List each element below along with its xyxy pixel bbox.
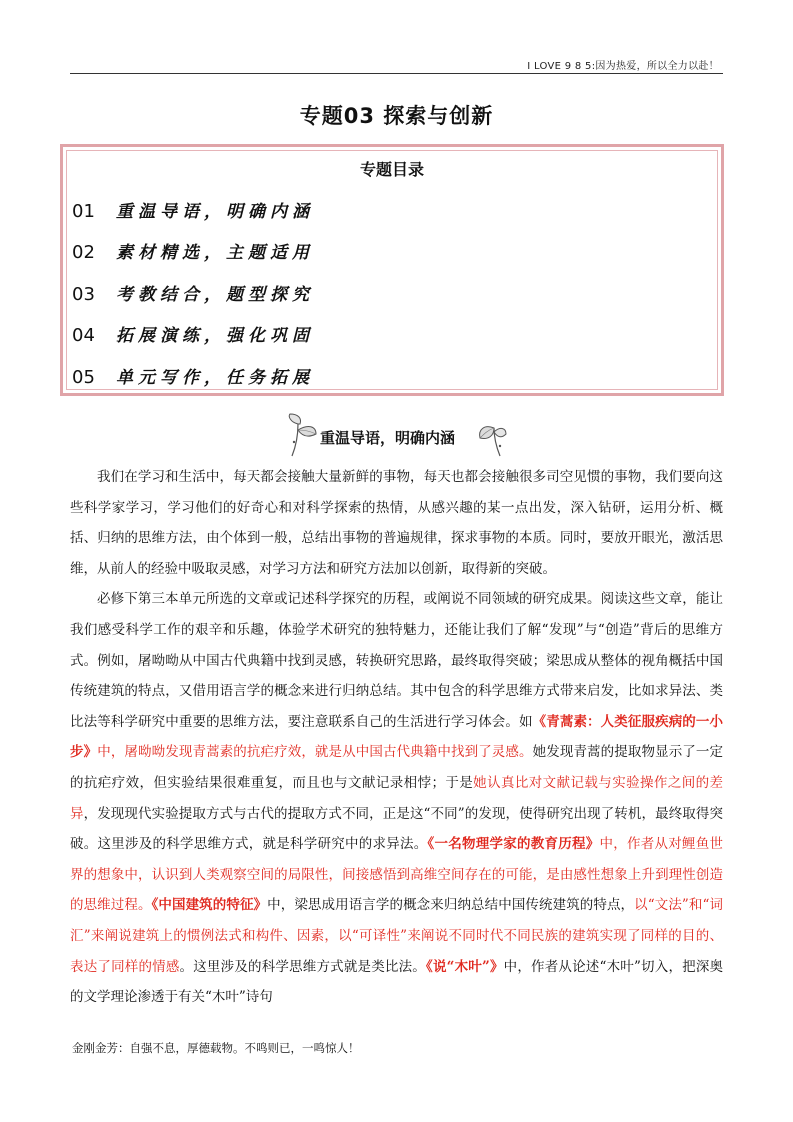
page-title: 专题03 探索与创新: [299, 104, 494, 128]
highlighted-text: 以“文法”和“词汇”来阐说建筑上的惯例法式和构件、因素，以“可译性”来阐说不同时代不同民族的建筑实现了同样的目的、表达了同样的情感: [70, 897, 724, 975]
section-body: [70, 462, 723, 1013]
toc-item-number: 04: [72, 325, 95, 346]
toc-item[interactable]: [72, 321, 314, 346]
toc-inner-border: [66, 150, 718, 390]
toc-item-number: 02: [72, 242, 95, 263]
toc-item[interactable]: [72, 280, 314, 305]
paragraph: [70, 584, 723, 1012]
highlighted-title: 《一名物理学家的教育历程》: [427, 836, 600, 853]
toc-item[interactable]: [72, 363, 314, 388]
toc-title: 专题目录: [359, 160, 424, 179]
text-run: 必修下第三本单元所选的文章或记述科学探究的历程，或阐说不同领域的研究成果。阅读这些文章，能让我们感受科学工作的艰辛和乐趣，体验学术研究的独特魅力，还能让我们了解“发现”与“创造”背后的思维方式。例如，屠呦呦从中国古代典籍中找到灵感，转换研究思路，最终取得突破；梁思成从整体的视角概括中国传统建筑的特点，又借用语言学的概念来进行归纳总结。其中包含的科学思维方式带来启发，比如求异法、类比法等科学研究中重要的思维方法，要注意联系自己的生活进行学习体会。如: [70, 591, 723, 730]
text-run: 中，作者从论述“木叶”切入，把深奥的文学理论渗透于有关“木叶”诗句: [70, 958, 724, 1006]
toc-item-label: 素材精选，主题适用: [116, 243, 314, 263]
toc-box: [60, 144, 724, 396]
toc-item-label: 考教结合，题型探究: [116, 285, 314, 305]
toc-item-label: 单元写作，任务拓展: [116, 368, 314, 388]
leaf-ornament-icon: [474, 412, 508, 458]
section-title: 重温导语，明确内涵: [320, 429, 456, 447]
toc-item[interactable]: [72, 197, 314, 222]
highlighted-title: 《中国建筑的特征》: [151, 897, 268, 914]
highlighted-text: 她认真比对文献记载与实验操作之间的差异: [70, 774, 724, 822]
toc-item-number: 05: [72, 367, 95, 388]
text-run: 。这里涉及的科学思维方式就是类比法。: [179, 958, 427, 975]
page-footer: 金刚金芳：自强不息，厚德载物。不鸣则已，一鸣惊人！: [72, 1041, 360, 1055]
highlighted-text: 中，屠呦呦发现青蒿素的抗疟疗效，就是从中国古代典籍中找到了灵感。: [97, 744, 533, 761]
highlighted-title: 《青蒿素：人类征服疾病的一小步》: [70, 713, 724, 761]
section-banner: [286, 412, 508, 458]
toc-item[interactable]: [72, 238, 314, 263]
text-run: 她发现青蒿的提取物显示了一定的抗疟疗效，但实验结果很难重复，而且也与文献记录相悖；于是: [70, 744, 724, 791]
header-slogan: I LOVE 9 8 5:因为热爱，所以全力以赴！: [527, 61, 719, 72]
paragraph: 我们在学习和生活中，每天都会接触大量新鲜的事物，每天也都会接触很多司空见惯的事物，我们要向这些科学家学习，学习他们的好奇心和对科学探索的热情，从感兴趣的某一点出发，深入钻研，运用分析、概括、归纳的思维方法，由个体到一般，总结出事物的普遍规律，探求事物的本质。同时，要放开眼光，激活思维，从前人的经验中吸取灵感，对学习方法和研究方法加以创新，取得新的突破。: [70, 469, 723, 577]
leaf-ornament-icon: [286, 412, 320, 458]
toc-item-number: 03: [72, 284, 95, 305]
highlighted-title: 《说“木叶”》: [426, 958, 504, 975]
text-run: ，发现现代实验提取方式与古代的提取方式不同，正是这“不同”的发现，使得研究出现了转机，最终取得突破。这里涉及的科学思维方式，就是科学研究中的求异法。: [70, 805, 724, 853]
highlighted-text: 中，作者从对鲤鱼世界的想象中，认识到人类观察空间的局限性，间接感悟到高维空间存在的可能，是由感性想象上升到理性创造的思维过程。: [70, 836, 723, 914]
toc-item-label: 重温导语，明确内涵: [116, 202, 314, 222]
toc-item-label: 拓展演练，强化巩固: [116, 326, 314, 346]
toc-item-number: 01: [72, 201, 95, 222]
header-divider: [70, 73, 723, 74]
text-run: 中，梁思成用语言学的概念来归纳总结中国传统建筑的特点，: [267, 897, 635, 914]
